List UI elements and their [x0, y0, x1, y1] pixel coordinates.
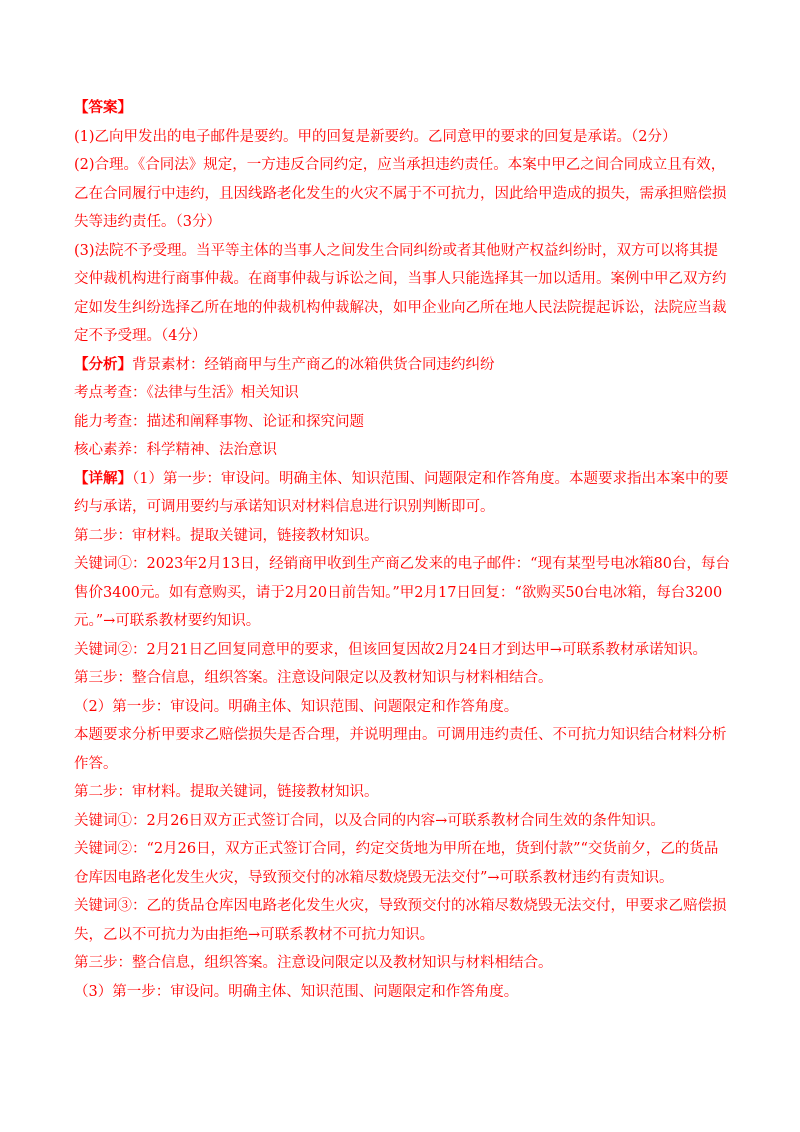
detail-line-11: 第三步：整合信息，组织答案。注意设问限定以及教材知识与材料相结合。 — [74, 955, 553, 971]
answer-tag: 【答案】 — [74, 99, 132, 116]
detail-line-9: 关键词②：“2月26日，双方正式签订合同，约定交货地为甲所在地，货到付款”“交货前夕，乙的货品仓库因电路老化发生火灾，导致预交付的冰箱尽数烧毁无法交付”→可联系教材违约有责知识。 — [74, 841, 719, 886]
answer-text-1: (1)乙向甲发出的电子邮件是要约。甲的回复是新要约。乙同意甲的要求的回复是承诺。（2分） — [74, 128, 677, 145]
analysis-background — [74, 351, 730, 380]
document-page — [74, 94, 730, 1006]
analysis-background-text: 背景素材：经销商甲与生产商乙的冰箱供货合同违约纠纷 — [132, 356, 495, 373]
analysis-ability: 能力考查：描述和阐释事物、论证和探究问题 — [74, 413, 364, 430]
analysis-literacy: 核心素养：科学精神、法治意识 — [74, 442, 277, 458]
detail-line-0: （1）第一步：审设问。明确主体、知识范围、问题限定和作答角度。本题要求指出本案中的要约与承诺，可调用要约与承诺知识对材料信息进行识别判断即可。 — [74, 470, 729, 515]
answer-part-1 — [74, 94, 730, 151]
detail-line-12: （3）第一步：审设问。明确主体、知识范围、问题限定和作答角度。 — [74, 983, 519, 1000]
answer-part-3: (3)法院不予受理。当平等主体的当事人之间发生合同纠纷或者其他财产权益纠纷时，双方可以将其提交仲裁机构进行商事仲裁。在商事仲裁与诉讼之间，当事人只能选择其一加以适用。案例中甲乙双方约定如发生纠纷选择乙所在地的仲裁机构仲裁解决，如甲企业向乙所在地人民法院提起诉讼，法院应当裁定不予受理。（4分） — [74, 242, 727, 344]
detail-tag: 【详解】 — [74, 469, 132, 487]
detail-line-8: 关键词①：2月26日双方正式签订合同，以及合同的内容→可联系教材合同生效的条件知识。 — [74, 812, 665, 829]
detail-line-6: 本题要求分析甲要求乙赔偿损失是否合理，并说明理由。可调用违约责任、不可抗力知识结合材料分析作答。 — [74, 727, 727, 772]
detail-line-10: 关键词③：乙的货品仓库因电路老化发生火灾，导致预交付的冰箱尽数烧毁无法交付，甲要求乙赔偿损失，乙以不可抗力为由拒绝→可联系教材不可抗力知识。 — [74, 898, 727, 943]
analysis-tag: 【分析】 — [74, 355, 132, 373]
analysis-knowledge: 考点考查：《法律与生活》相关知识 — [74, 385, 299, 401]
detail-line-4: 第三步：整合信息，组织答案。注意设问限定以及教材知识与材料相结合。 — [74, 670, 553, 686]
detail-line-3: 关键词②：2月21日乙回复同意甲的要求，但该回复因故2月24日才到达甲→可联系教材承诺知识。 — [74, 641, 707, 658]
detail-step-1 — [74, 465, 730, 522]
detail-line-5: （2）第一步：审设问。明确主体、知识范围、问题限定和作答角度。 — [74, 698, 519, 715]
detail-line-7: 第二步：审材料。提取关键词，链接教材知识。 — [74, 784, 379, 800]
answer-part-2: (2)合理。《合同法》规定，一方违反合同约定，应当承担违约责任。本案中甲乙之间合同成立且有效，乙在合同履行中违约，且因线路老化发生的火灾不属于不可抗力，因此给甲造成的损失，需承担赔偿损失等违约责任。（3分） — [74, 157, 727, 230]
detail-line-1: 第二步：审材料。提取关键词，链接教材知识。 — [74, 527, 379, 544]
detail-line-2: 关键词①：2023年2月13日，经销商甲收到生产商乙发来的电子邮件：“现有某型号电冰箱80台，每台售价3400元。如有意购买，请于2月20日前告知。”甲2月17日回复：“欲购买50台电冰箱，每台3200元。”→可联系教材要约知识。 — [74, 556, 730, 629]
